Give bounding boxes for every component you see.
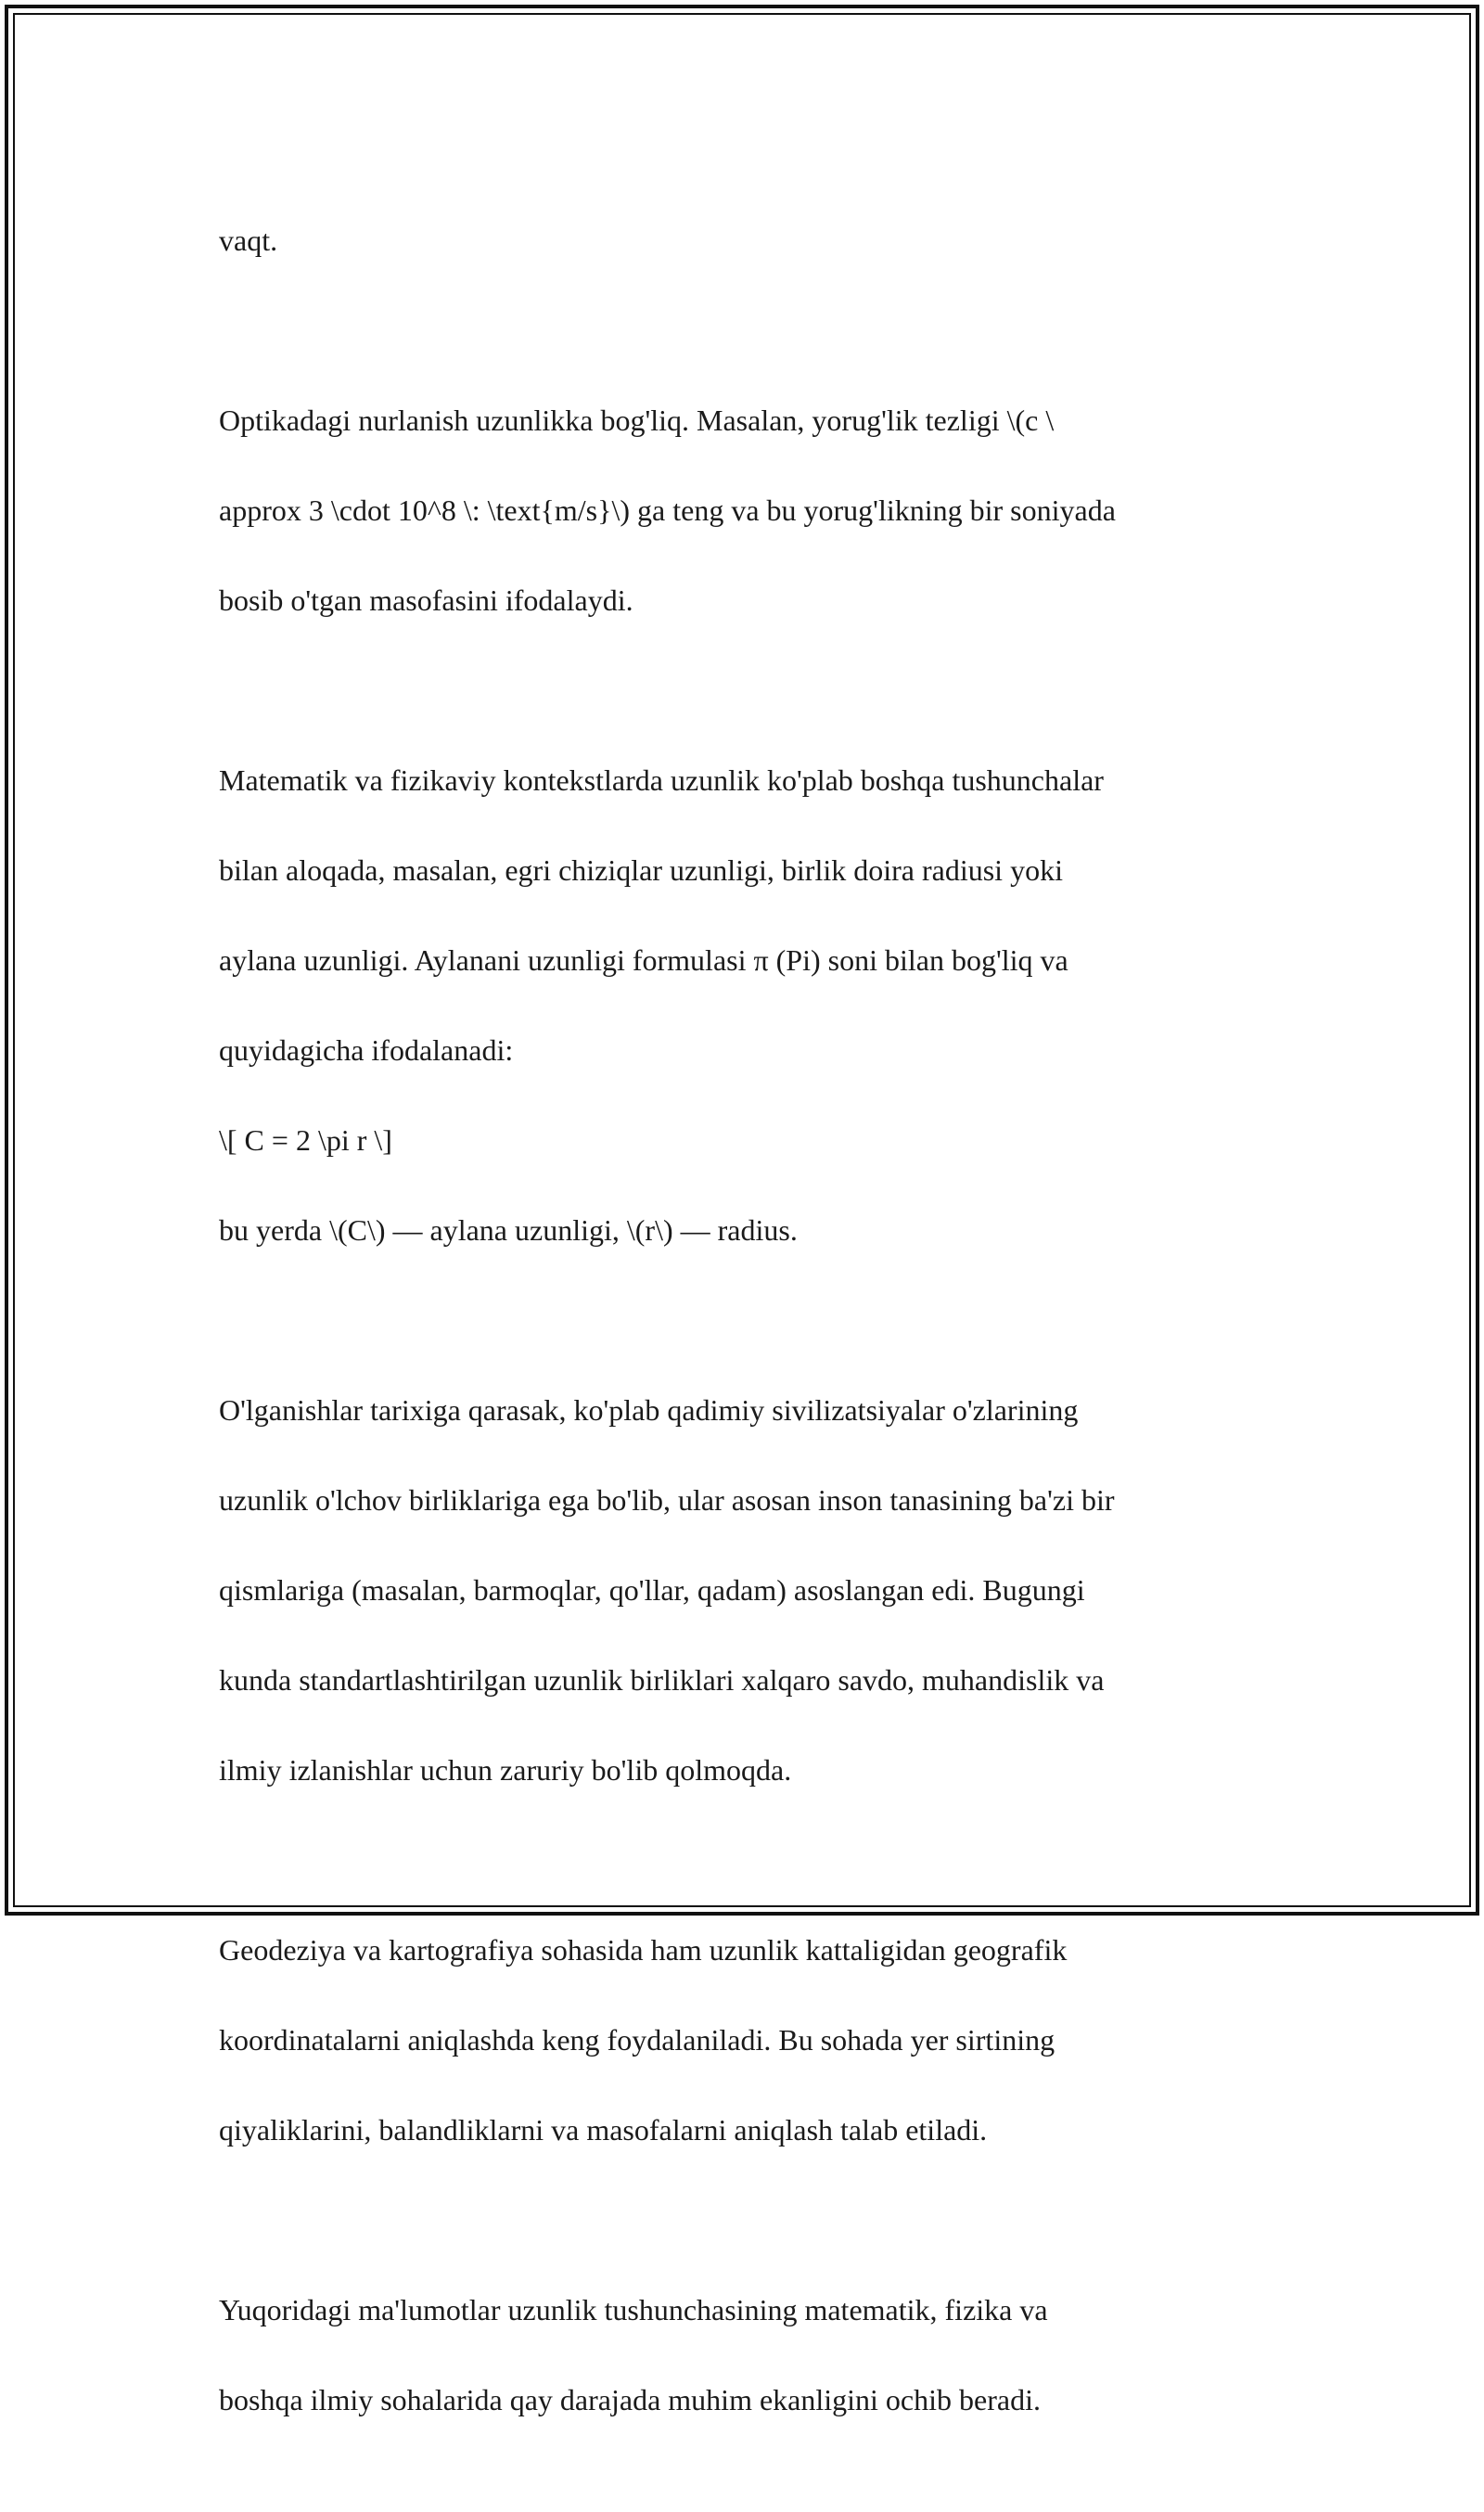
paragraph-circumference [219,712,1267,1298]
paragraph-optics [219,352,1267,668]
text-line: aylana uzunligi. Aylanani uzunligi formulasi π (Pi) soni bilan bog'liq va [219,942,1068,977]
paragraph-fragment [219,173,1267,308]
text-line: Geodeziya va kartografiya sohasida ham uzunlik kattaligidan geografik [219,1932,1068,1967]
text-line: ilmiy izlanishlar uchun zaruriy bo'lib qolmoqda. [219,1752,792,1787]
text-line: Yuqoridagi ma'lumotlar uzunlik tushunchasining matematik, fizika va [219,2292,1048,2326]
text-line: qismlariga (masalan, barmoqlar, qo'llar, qadam) asoslangan edi. Bugungi [219,1572,1085,1607]
text-line: vaqt. [219,223,278,257]
paragraph-geodesy [219,1882,1267,2198]
text-line: approx 3 \cdot 10^8 \: \text{m/s}\) ga teng va bu yorug'likning bir soniyada [219,493,1116,527]
text-line: O'lganishlar tarixiga qarasak, ko'plab qadimiy sivilizatsiyalar o'zlarining [219,1392,1079,1427]
text-line: quyidagicha ifodalanadi: [219,1032,514,1067]
text-line: boshqa ilmiy sohalarida qay darajada muhim ekanligini ochib beradi. [219,2382,1041,2416]
formula-line: \[ C = 2 \pi r \] [219,1122,392,1157]
text-line: Optikadagi nurlanish uzunlikka bog'liq. Masalan, yorug'lik tezligi \(c \ [219,403,1055,437]
text-line: uzunlik o'lchov birliklariga ega bo'lib, ular asosan inson tanasining ba'zi bir [219,1482,1115,1517]
text-line: kunda standartlashtirilgan uzunlik birliklari xalqaro savdo, muhandislik va [219,1662,1105,1697]
document-body [219,173,1267,2512]
paragraph-history [219,1342,1267,1838]
text-line: bilan aloqada, masalan, egri chiziqlar uzunligi, birlik doira radiusi yoki [219,852,1063,887]
text-line: bosib o'tgan masofasini ifodalaydi. [219,583,633,617]
paragraph-conclusion [219,2242,1267,2467]
text-line: bu yerda \(C\) — aylana uzunligi, \(r\) — radius. [219,1212,798,1247]
text-line: qiyaliklarini, balandliklarni va masofalarni aniqlash talab etiladi. [219,2112,988,2147]
text-line: Matematik va fizikaviy kontekstlarda uzunlik ko'plab boshqa tushunchalar [219,763,1104,797]
text-line: koordinatalarni aniqlashda keng foydalaniladi. Bu sohada yer sirtining [219,2022,1055,2057]
